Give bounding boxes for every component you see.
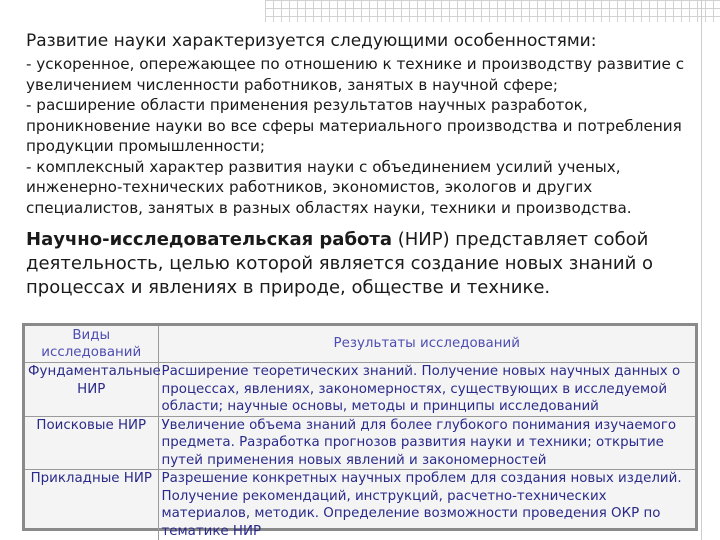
slide-content (26, 30, 706, 300)
table-row (25, 416, 695, 470)
decorative-grid-pattern (265, 0, 720, 22)
research-types-table (25, 326, 695, 540)
nir-term: Научно-исследовательская работа (26, 229, 392, 250)
row-type-fundamental: Фундаментальные НИР (25, 363, 158, 417)
nir-definition: (НИР) представляет собой деятельность, целью которой является создание новых знаний о процессах и явлениях в природе, обществе и технике. (26, 229, 654, 298)
research-types-table-frame (22, 323, 698, 539)
row-results-fundamental: Расширение теоретических знаний. Получение новых научных данных о процессах, явлениях, закономерностях, существующих в исследуемой области; научные основы, методы и принципы исследований (158, 363, 695, 417)
header-research-results: Результаты исследований (158, 326, 695, 363)
row-results-applied: Разрешение конкретных научных проблем для создания новых изделий. Получение рекомендаций, инструкций, расчетно-технических материалов, методик. Определение возможности проведения ОКР по тематике НИР (161, 471, 682, 539)
table-header-row (25, 326, 695, 363)
nir-definition-paragraph (26, 228, 706, 300)
table-row (25, 470, 695, 540)
intro-heading: Развитие науки характеризуется следующими особенностями: (26, 31, 597, 51)
row-results-exploratory: Увеличение объема знаний для более глубокого понимания изучаемого предмета. Разработка прогнозов развития науки и техники; открытие путей применения новых явлений и закономерностей (158, 416, 695, 470)
header-research-types: Виды исследований (25, 326, 158, 363)
row-type-exploratory: Поисковые НИР (25, 416, 158, 470)
intro-list (26, 54, 706, 218)
row-type-applied: Прикладные НИР (25, 470, 158, 540)
intro-item-application: - расширение области применения результатов научных разработок, проникновение науки во все сферы материального производства и потребления продукции промышленности; (26, 96, 682, 155)
intro-item-complex: - комплексный характер развития науки с объединением усилий ученых, инженерно-технических работников, экономистов, экологов и других специалистов, занятых в разных областях науки, техники и производства. (26, 157, 632, 217)
intro-item-acceleration: - ускоренное, опережающее по отношению к технике и производству развитие с увеличением численности работников, занятых в научной сфере; (26, 55, 685, 94)
table-row (25, 363, 695, 417)
